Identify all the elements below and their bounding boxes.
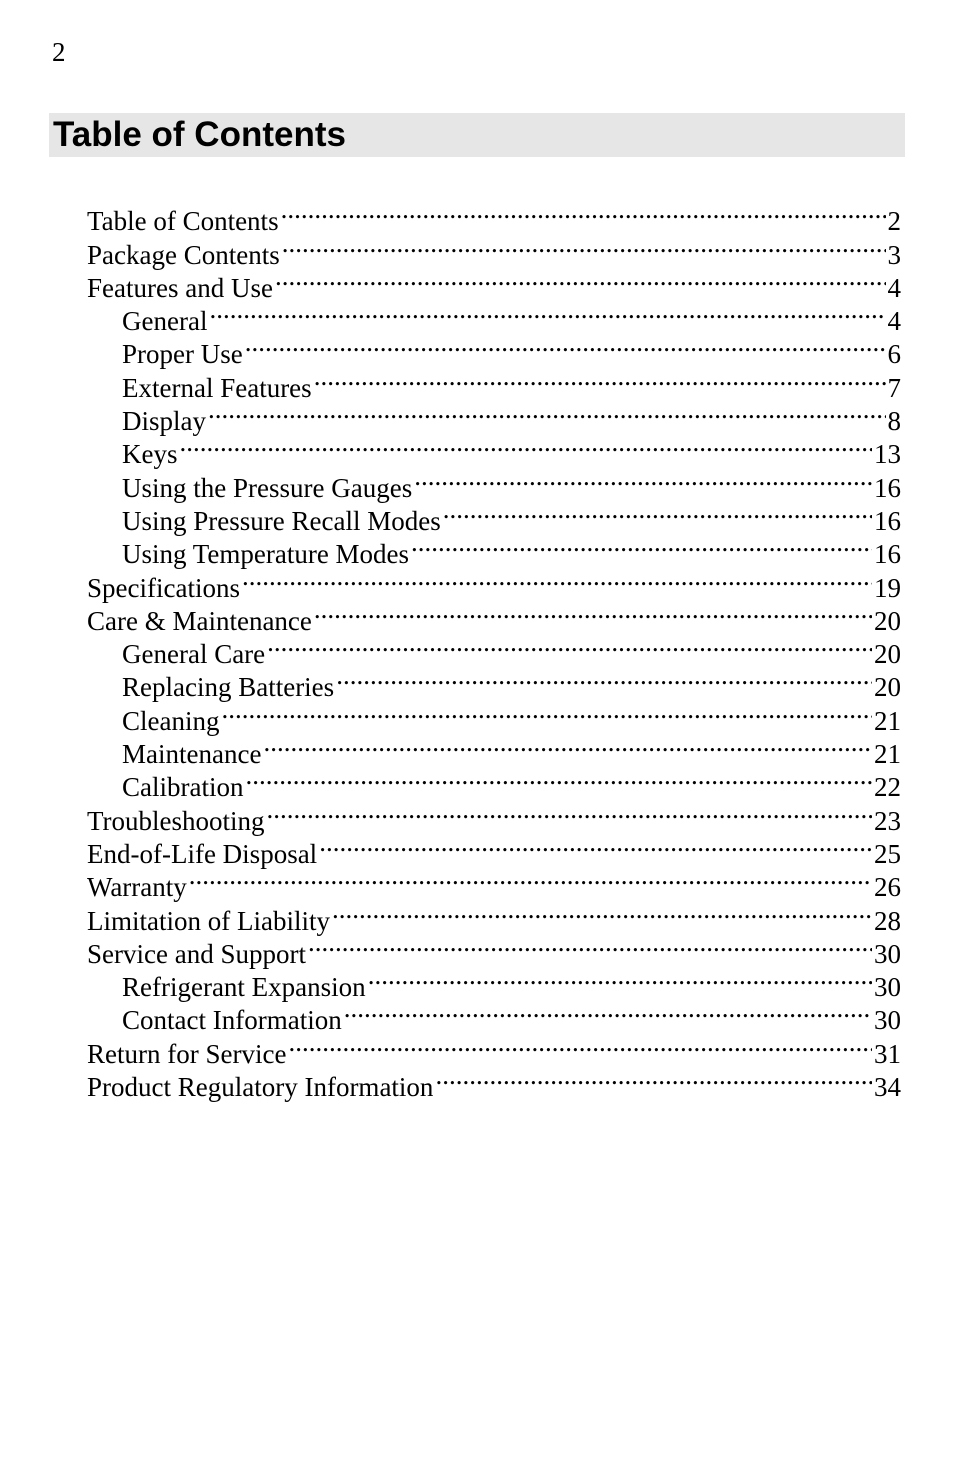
toc-entry-title: Troubleshooting — [87, 805, 265, 836]
toc-entry-page: 8 — [887, 406, 901, 437]
toc-entry-title: Replacing Batteries — [122, 672, 335, 703]
toc-dot-leader — [209, 297, 885, 330]
toc-entry-page: 21 — [874, 705, 901, 736]
toc-entry[interactable] — [87, 896, 901, 936]
toc-entry-page: 16 — [874, 505, 901, 536]
toc-dot-leader — [308, 930, 872, 963]
toc-entry-title: End-of-Life Disposal — [87, 838, 318, 869]
toc-dot-leader — [281, 197, 886, 230]
toc-entry-title: General Care — [122, 639, 266, 670]
toc-entry[interactable] — [87, 330, 901, 370]
toc-entry-title: Using Temperature Modes — [122, 539, 410, 570]
toc-entry-title: Care & Maintenance — [87, 605, 312, 636]
toc-entry-title: Features and Use — [87, 272, 273, 303]
page-number: 2 — [52, 37, 66, 67]
toc-entry-page: 30 — [874, 1005, 901, 1036]
toc-dot-leader — [245, 330, 886, 363]
toc-entry-title: Cleaning — [122, 705, 220, 736]
toc-dot-leader — [242, 563, 872, 596]
toc-dot-leader — [411, 530, 872, 563]
toc-dot-leader — [332, 896, 872, 929]
page-title: Table of Contents — [53, 115, 346, 154]
toc-entry-title: Using the Pressure Gauges — [122, 472, 413, 503]
toc-entry-title: Refrigerant Expansion — [122, 972, 366, 1003]
toc-entry-page: 3 — [887, 239, 901, 270]
toc-entry-page: 22 — [874, 772, 901, 803]
toc-dot-leader — [443, 497, 872, 530]
toc-entry-page: 30 — [874, 972, 901, 1003]
toc-dot-leader — [267, 796, 872, 829]
toc-entry-title: Contact Information — [122, 1005, 342, 1036]
toc-entry-page: 4 — [887, 272, 901, 303]
toc-dot-leader — [208, 397, 886, 430]
toc-entry-page: 13 — [874, 439, 901, 470]
toc-entry-page: 6 — [887, 339, 901, 370]
toc-entry-page: 16 — [874, 539, 901, 570]
toc-dot-leader — [288, 1029, 872, 1062]
table-of-contents — [87, 197, 901, 1103]
toc-entry-page: 19 — [874, 572, 901, 603]
toc-entry-title: Limitation of Liability — [87, 905, 330, 936]
toc-entry-title: Warranty — [87, 872, 187, 903]
toc-entry-page: 23 — [874, 805, 901, 836]
toc-dot-leader — [180, 430, 873, 463]
toc-entry-page: 16 — [874, 472, 901, 503]
toc-entry-title: Package Contents — [87, 239, 280, 270]
toc-entry[interactable] — [87, 863, 901, 903]
toc-entry-page: 30 — [874, 938, 901, 969]
toc-dot-leader — [336, 663, 872, 696]
toc-entry-page: 26 — [874, 872, 901, 903]
toc-entry-title: Calibration — [122, 772, 244, 803]
toc-entry[interactable] — [87, 297, 901, 337]
toc-entry-title: Maintenance — [122, 739, 262, 770]
toc-entry-title: Proper Use — [122, 339, 243, 370]
toc-entry[interactable] — [87, 197, 901, 237]
toc-entry-title: General — [122, 306, 208, 337]
toc-entry-title: Specifications — [87, 572, 240, 603]
toc-entry-page: 31 — [874, 1038, 901, 1069]
toc-entry-title: Product Regulatory Information — [87, 1072, 434, 1103]
toc-entry[interactable] — [87, 397, 901, 437]
toc-entry-page: 7 — [887, 372, 901, 403]
toc-dot-leader — [282, 230, 886, 263]
toc-dot-leader — [414, 463, 872, 496]
toc-entry-title: Using Pressure Recall Modes — [122, 505, 441, 536]
toc-entry[interactable] — [87, 463, 901, 503]
toc-entry-page: 34 — [874, 1072, 901, 1103]
toc-entry-title: Keys — [122, 439, 178, 470]
toc-entry-page: 21 — [874, 739, 901, 770]
toc-entry[interactable] — [87, 430, 901, 470]
toc-entry-page: 2 — [887, 206, 901, 237]
toc-entry-page: 4 — [887, 306, 901, 337]
toc-dot-leader — [245, 763, 872, 796]
toc-dot-leader — [267, 630, 872, 663]
toc-dot-leader — [314, 597, 872, 630]
toc-dot-leader — [314, 363, 886, 396]
toc-entry-page: 20 — [874, 605, 901, 636]
toc-entry-page: 25 — [874, 838, 901, 869]
toc-entry-title: Service and Support — [87, 938, 306, 969]
toc-dot-leader — [221, 696, 872, 729]
toc-entry-page: 20 — [874, 672, 901, 703]
toc-entry-page: 20 — [874, 639, 901, 670]
toc-dot-leader — [319, 830, 872, 863]
toc-entry-page: 28 — [874, 905, 901, 936]
toc-entry-title: External Features — [122, 372, 312, 403]
toc-dot-leader — [368, 963, 872, 996]
heading-bar — [49, 113, 905, 157]
toc-entry-title: Display — [122, 406, 206, 437]
toc-dot-leader — [275, 264, 886, 297]
toc-dot-leader — [189, 863, 872, 896]
toc-dot-leader — [263, 730, 872, 763]
toc-entry-title: Table of Contents — [87, 206, 279, 237]
toc-dot-leader — [344, 996, 872, 1029]
toc-entry-title: Return for Service — [87, 1038, 287, 1069]
toc-dot-leader — [435, 1063, 872, 1096]
